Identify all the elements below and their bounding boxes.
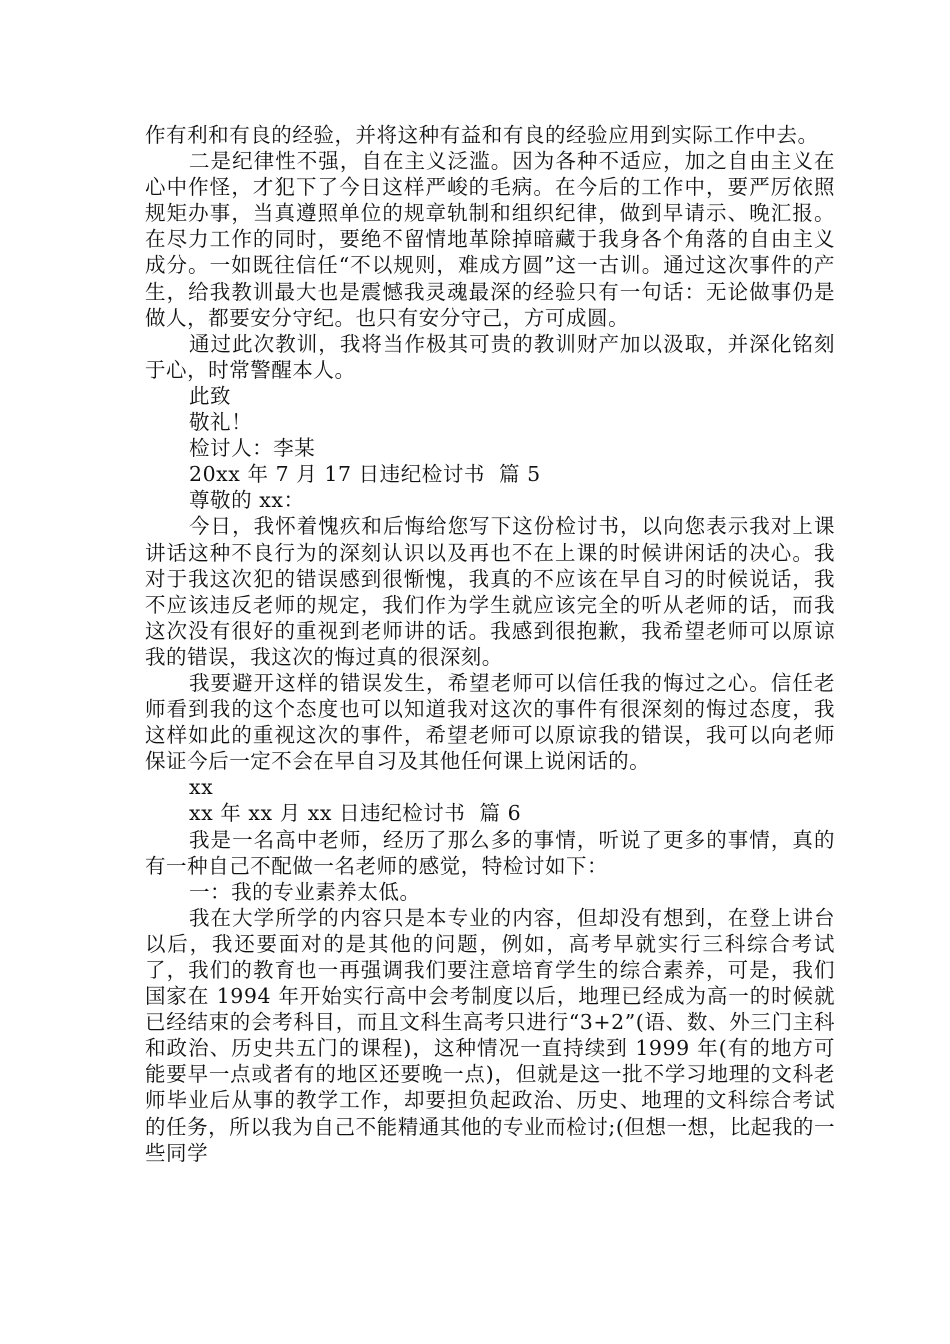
- paragraph-teacher-intro: 我是一名高中老师，经历了那么多的事情，听说了更多的事情，真的有一种自己不配做一名老师的感觉，特检讨如下：: [145, 827, 835, 878]
- point-one-heading: 一：我的专业素养太低。: [189, 879, 421, 904]
- paragraph-continued: 作有利和有良的经验，并将这种有益和有良的经验应用到实际工作中去。: [145, 123, 819, 147]
- closing-salutation: 此致: [189, 383, 232, 408]
- section-title-6: xx 年 xx 月 xx 日违纪检讨书 篇 6: [189, 801, 522, 826]
- paragraph-professional: 我在大学所学的内容只是本专业的内容，但却没有想到，在登上讲台以后，我还要面对的是其他的问题，例如，高考早就实行三科综合考试了，我们的教育也一再强调我们要注意培育学生的综合素养，可是，我们国家在 1994 年开始实行高中会考制度以后，地理已经成为高一的时候就已经结束的会考科目，而且文科生高考只进行“3+2”(语、数、外三门主科和政治、历史共五门的课程)，这种情况一直持续到 1999 年(有的地方可能要早一点或者有的地区还要晚一点)，但就是这一批不学习地理的文科老师毕业后从事的教学工作，却要担负起政治、历史、地理的文科综合考试的任务，所以我为自己不能精通其他的专业而检讨;(但想一想，比起我的一些同学: [145, 905, 835, 1165]
- closing-regards: 敬礼！: [189, 410, 253, 435]
- paragraph-discipline: 二是纪律性不强，自在主义泛滥。因为各种不适应，加之自由主义在心中作怪，才犯下了今日这样严峻的毛病。在今后的工作中，要严厉依照规矩办事，当真遵照单位的规章轨制和组织纪律，做到早请示、晚汇报。在尽力工作的同时，要绝不留情地革除掉暗藏于我身各个角落的自由主义成分。一如既往信任“不以规则，难成方圆”这一古训。通过这次事件的产生，给我教训最大也是震憾我灵魂最深的经验只有一句话：无论做事仍是做人，都要安分守纪。也只有安分守己，方可成圆。: [145, 149, 835, 330]
- paragraph-promise: 我要避开这样的错误发生，希望老师可以信任我的悔过之心。信任老师看到我的这个态度也可以知道我对这次的事件有很深刻的悔过态度，我这样如此的重视这次的事件，希望老师可以原谅我的错误，我可以向老师保证今后一定不会在早自习及其他任何课上说闲话的。: [145, 670, 835, 774]
- document-body: [145, 122, 835, 1166]
- section-title-5: 20xx 年 7 月 17 日违纪检讨书 篇 5: [189, 462, 541, 487]
- signature-xx: xx: [189, 775, 214, 800]
- paragraph-apology: 今日，我怀着愧疚和后悔给您写下这份检讨书，以向您表示我对上课讲话这种不良行为的深刻认识以及再也不在上课的时候讲闲话的决心。我对于我这次犯的错误感到很惭愧，我真的不应该在早自习的时候说话，我不应该违反老师的规定，我们作为学生就应该完全的听从老师的话，而我这次没有很好的重视到老师讲的话。我感到很抱歉，我希望老师可以原谅我的错误，我这次的悔过真的很深刻。: [145, 514, 835, 669]
- greeting-line: 尊敬的 xx：: [189, 488, 305, 513]
- signature-line: 检讨人：李某: [189, 436, 316, 461]
- paragraph-lesson: 通过此次教训，我将当作极其可贵的教训财产加以汲取，并深化铭刻于心，时常警醒本人。: [145, 331, 835, 382]
